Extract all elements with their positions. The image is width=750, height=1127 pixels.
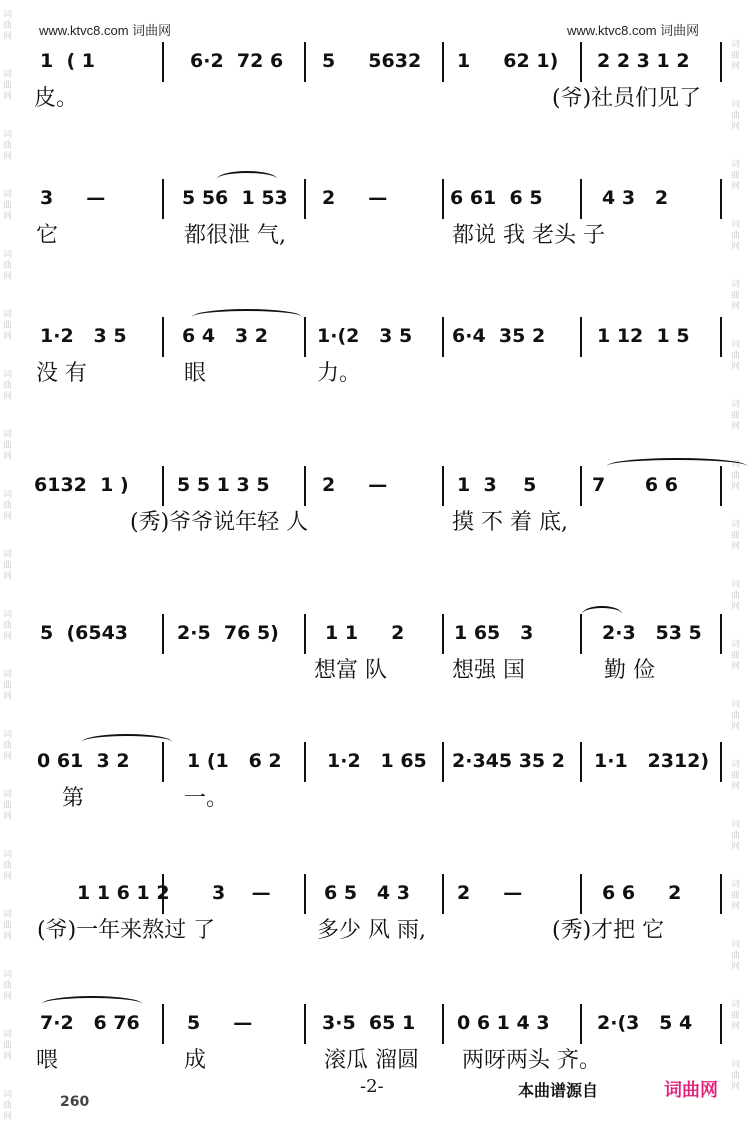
brand-logo-text: 词曲网 [664, 1080, 718, 1101]
watermark-text: 词 曲 网 [731, 220, 741, 252]
lyric-text: 想强 国 [452, 658, 525, 683]
slur-mark [42, 996, 142, 1012]
lyric-text: 它 [36, 223, 59, 248]
jianpu-measure: 1 62 1) [457, 50, 559, 72]
score-line [32, 185, 722, 255]
barline [580, 466, 582, 506]
barline [720, 179, 722, 219]
jianpu-measure: 6 5 4 3 [324, 882, 410, 904]
watermark-text: 词 曲 网 [731, 760, 741, 792]
score-line [32, 48, 722, 118]
lyric-text: 摸 不 着 底, [452, 510, 568, 535]
right-watermark-strip [728, 0, 750, 1127]
jianpu-measure: 1·(2 3 5 [317, 325, 413, 347]
jianpu-measure: 1 3 5 [457, 474, 537, 496]
watermark-text: 词 曲 网 [731, 580, 741, 612]
barline [304, 742, 306, 782]
barline [580, 317, 582, 357]
jianpu-measure: 2 — [322, 474, 388, 496]
jianpu-measure: 6 4 3 2 [182, 325, 268, 347]
watermark-text: 词 曲 网 [731, 1000, 741, 1032]
barline [720, 317, 722, 357]
watermark-text: 词 曲 网 [731, 640, 741, 672]
watermark-text: 词 曲 网 [3, 610, 13, 642]
jianpu-measure: 5 — [187, 1012, 253, 1034]
barline [720, 42, 722, 82]
jianpu-measure: 2·3 53 5 [602, 622, 702, 644]
watermark-text: 词 曲 网 [3, 790, 13, 822]
jianpu-measure: 6·2 72 6 [190, 50, 284, 72]
barline [580, 42, 582, 82]
jianpu-measure: 2·345 35 2 [452, 750, 565, 772]
score-line [32, 620, 722, 690]
barline [720, 1004, 722, 1044]
barline [720, 742, 722, 782]
jianpu-measure: 1 1 6 1 2 [77, 882, 170, 904]
lyric-text: (秀)爷爷说年轻 人 [130, 510, 309, 535]
watermark-text: 词 曲 网 [3, 70, 13, 102]
barline [580, 1004, 582, 1044]
barline [162, 317, 164, 357]
lyric-text: 勤 俭 [604, 658, 655, 683]
slur-mark [82, 734, 172, 750]
watermark-text: 词 曲 网 [3, 130, 13, 162]
barline [720, 614, 722, 654]
barline [580, 179, 582, 219]
lyric-text: 第 [62, 786, 85, 811]
jianpu-measure: 7 6 6 [592, 474, 678, 496]
jianpu-measure: 2·5 76 5) [177, 622, 279, 644]
barline [442, 742, 444, 782]
jianpu-measure: 6132 1 ) [34, 474, 129, 496]
barline [162, 1004, 164, 1044]
watermark-text: 词 曲 网 [3, 190, 13, 222]
jianpu-measure: 5 5632 [322, 50, 422, 72]
barline [580, 874, 582, 914]
jianpu-measure: 5 56 1 53 [182, 187, 288, 209]
barline [304, 1004, 306, 1044]
watermark-text: 词 曲 网 [3, 370, 13, 402]
jianpu-measure: 6·4 35 2 [452, 325, 546, 347]
barline [720, 874, 722, 914]
lyric-text: 都说 我 老头 子 [452, 223, 605, 248]
barline [162, 614, 164, 654]
watermark-text: 词 曲 网 [3, 490, 13, 522]
barline [442, 874, 444, 914]
slur-mark [192, 309, 302, 325]
page-number: -2- [360, 1076, 384, 1097]
jianpu-measure: 2 — [322, 187, 388, 209]
barline [162, 466, 164, 506]
watermark-text: 词 曲 网 [3, 670, 13, 702]
lyric-text: (爷)社员们见了 [552, 86, 702, 111]
jianpu-measure: 7·2 6 76 [40, 1012, 140, 1034]
barline [304, 874, 306, 914]
watermark-text: 词 曲 网 [3, 10, 13, 42]
jianpu-measure: 1 (1 6 2 [187, 750, 282, 772]
barline [442, 317, 444, 357]
lyric-text: 眼 [184, 361, 207, 386]
watermark-text: 词 曲 网 [731, 280, 741, 312]
lyric-text: 成 [184, 1048, 207, 1073]
watermark-text: 词 曲 网 [3, 910, 13, 942]
jianpu-measure: 1 1 2 [325, 622, 405, 644]
jianpu-measure: 1 12 1 5 [597, 325, 690, 347]
watermark-text: 词 曲 网 [731, 940, 741, 972]
watermark-text: 词 曲 网 [3, 550, 13, 582]
source-text: 本曲谱源自 [518, 1081, 599, 1100]
lyric-text: 没 有 [36, 361, 87, 386]
jianpu-measure: 1 65 3 [454, 622, 534, 644]
barline [580, 742, 582, 782]
lyric-text: 一。 [184, 786, 229, 811]
jianpu-measure: 1 ( 1 [40, 50, 95, 72]
barline [442, 42, 444, 82]
jianpu-measure: 5 5 1 3 5 [177, 474, 270, 496]
jianpu-measure: 4 3 2 [602, 187, 669, 209]
jianpu-measure: 3 — [212, 882, 271, 904]
jianpu-measure: 6 61 6 5 [450, 187, 543, 209]
lyric-text: 想富 队 [314, 658, 387, 683]
score-line [32, 323, 722, 393]
barline [442, 1004, 444, 1044]
watermark-text: 词 曲 网 [731, 400, 741, 432]
jianpu-measure: 3 — [40, 187, 106, 209]
slur-mark [582, 606, 622, 622]
watermark-text: 词 曲 网 [731, 700, 741, 732]
lyric-text: (秀)才把 它 [552, 918, 665, 943]
watermark-text: 词 曲 网 [731, 460, 741, 492]
score-line [32, 472, 722, 542]
barline [304, 42, 306, 82]
watermark-text: 词 曲 网 [3, 970, 13, 1002]
jianpu-measure: 2 — [457, 882, 523, 904]
barline [442, 466, 444, 506]
jianpu-measure: 1·2 1 65 [327, 750, 427, 772]
site-url-right: www.ktvc8.com 词曲网 [567, 23, 700, 38]
barline [162, 42, 164, 82]
jianpu-measure: 0 6 1 4 3 [457, 1012, 550, 1034]
watermark-text: 词 曲 网 [731, 160, 741, 192]
watermark-text: 词 曲 网 [731, 1060, 741, 1092]
watermark-text: 词 曲 网 [3, 250, 13, 282]
site-url-left: www.ktvc8.com 词曲网 [39, 23, 172, 38]
lyric-text: 滚瓜 溜圆 [324, 1048, 419, 1073]
jianpu-measure: 1·1 2312) [594, 750, 710, 772]
barline [162, 179, 164, 219]
lyric-text: 都很泄 气, [184, 223, 286, 248]
barline [304, 179, 306, 219]
lyric-text: 多少 风 雨, [317, 918, 426, 943]
jianpu-measure: 1·2 3 5 [40, 325, 127, 347]
watermark-text: 词 曲 网 [3, 430, 13, 462]
jianpu-measure: 6 6 2 [602, 882, 682, 904]
watermark-text: 词 曲 网 [3, 1030, 13, 1062]
barline [304, 317, 306, 357]
barline [442, 179, 444, 219]
watermark-text: 词 曲 网 [3, 730, 13, 762]
score-line [32, 1010, 722, 1080]
watermark-text: 词 曲 网 [731, 340, 741, 372]
watermark-text: 词 曲 网 [3, 1090, 13, 1122]
score-line [32, 880, 722, 950]
watermark-text: 词 曲 网 [3, 850, 13, 882]
watermark-text: 词 曲 网 [731, 820, 741, 852]
jianpu-measure: 0 61 3 2 [37, 750, 130, 772]
watermark-text: 词 曲 网 [731, 100, 741, 132]
watermark-text: 词 曲 网 [731, 880, 741, 912]
corner-page-number: 260 [60, 1094, 90, 1108]
jianpu-measure: 2·(3 5 4 [597, 1012, 693, 1034]
slur-mark [607, 458, 747, 474]
lyric-text: 喂 [36, 1048, 59, 1073]
left-watermark-strip [0, 0, 22, 1127]
barline [304, 614, 306, 654]
lyric-text: 皮。 [34, 86, 79, 111]
jianpu-measure: 3·5 65 1 [322, 1012, 416, 1034]
watermark-text: 词 曲 网 [3, 310, 13, 342]
score-line [32, 748, 722, 818]
watermark-text: 词 曲 网 [731, 520, 741, 552]
jianpu-measure: 2 2 3 1 2 [597, 50, 690, 72]
jianpu-measure: 5 (6543 [40, 622, 129, 644]
watermark-text: 词 曲 网 [731, 40, 741, 72]
barline [442, 614, 444, 654]
barline [304, 466, 306, 506]
lyric-text: 力。 [317, 361, 362, 386]
slur-mark [217, 171, 277, 187]
lyric-text: 两呀两头 齐。 [462, 1048, 601, 1073]
lyric-text: (爷)一年来熬过 了 [37, 918, 216, 943]
